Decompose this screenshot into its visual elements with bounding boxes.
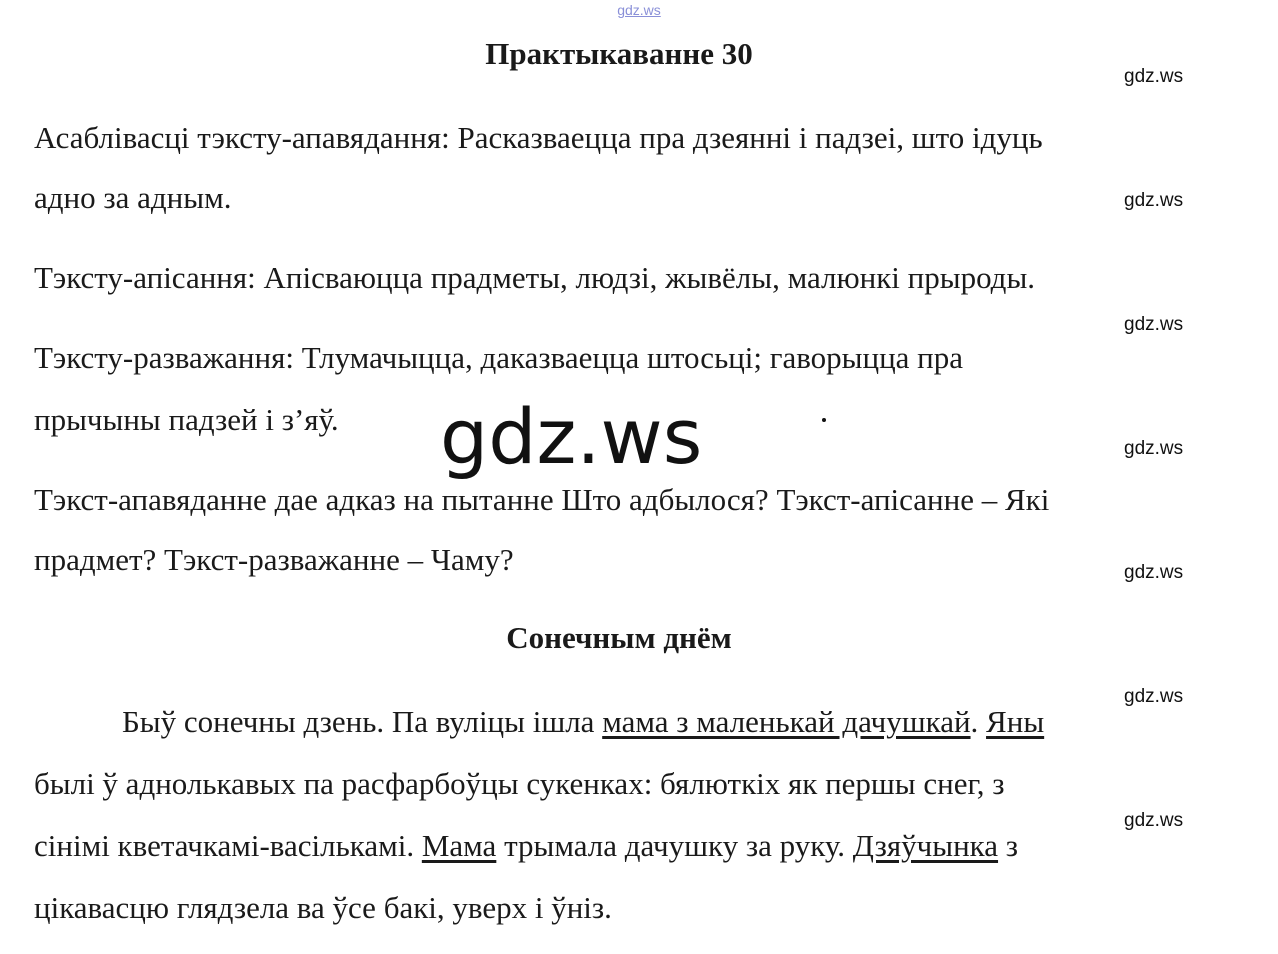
center-watermark: gdz.ws — [440, 392, 703, 481]
story-text: трымала дачушку за руку. — [496, 828, 853, 863]
story-text: з — [998, 828, 1019, 863]
top-watermark: gdz.ws — [617, 2, 661, 18]
story-line: былі ў аднолькавых па расфарбоўцы сукенках: бялюткіх як першы снег, з — [34, 766, 1005, 801]
paragraph-line: прычыны падзей і з’яў. — [34, 402, 339, 437]
underlined-subject: Мама — [421, 828, 497, 863]
side-watermark: gdz.ws — [1124, 686, 1184, 707]
story-line — [34, 828, 1018, 864]
side-watermark: gdz.ws — [1124, 438, 1184, 459]
side-watermark: gdz.ws — [1124, 562, 1184, 583]
story-title: Сонечным днём — [506, 620, 732, 655]
story-text: . — [970, 704, 987, 739]
paragraph-line: прадмет? Тэкст-разважанне – Чаму? — [34, 542, 514, 577]
underlined-subject: мама з маленькай дачушкай — [602, 704, 971, 739]
underlined-subject: Яны — [986, 704, 1045, 739]
side-watermark: gdz.ws — [1124, 66, 1184, 87]
paragraph-line: адно за адным. — [34, 180, 232, 215]
side-watermark: gdz.ws — [1124, 190, 1184, 211]
side-watermark: gdz.ws — [1124, 810, 1184, 831]
story-line — [122, 704, 1044, 740]
story-line: цікавасцю глядзела ва ўсе бакі, уверх і ўніз. — [34, 890, 612, 925]
paragraph-line: Асаблівасці тэксту-апавядання: Расказваецца пра дзеянні і падзеі, што ідуць — [34, 120, 1043, 155]
paragraph-line: Тэксту-разважання: Тлумачыцца, даказваецца штосьці; гаворыцца пра — [34, 340, 964, 375]
story-text: Быў сонечны дзень. Па вуліцы ішла — [122, 704, 603, 739]
side-watermark: gdz.ws — [1124, 314, 1184, 335]
page-title: Практыкаванне 30 — [485, 36, 753, 71]
story-text: сінімі кветачкамі-васількамі. — [34, 828, 422, 863]
stray-dot — [822, 418, 826, 422]
paragraph-line: Тэкст-апавяданне дае адказ на пытанне Што адбылося? Тэкст-апісанне – Які — [34, 482, 1050, 517]
paragraph-line: Тэксту-апісання: Апісваюцца прадметы, людзі, жывёлы, малюнкі прыроды. — [34, 260, 1036, 295]
underlined-subject: Дзяўчынка — [852, 828, 999, 863]
